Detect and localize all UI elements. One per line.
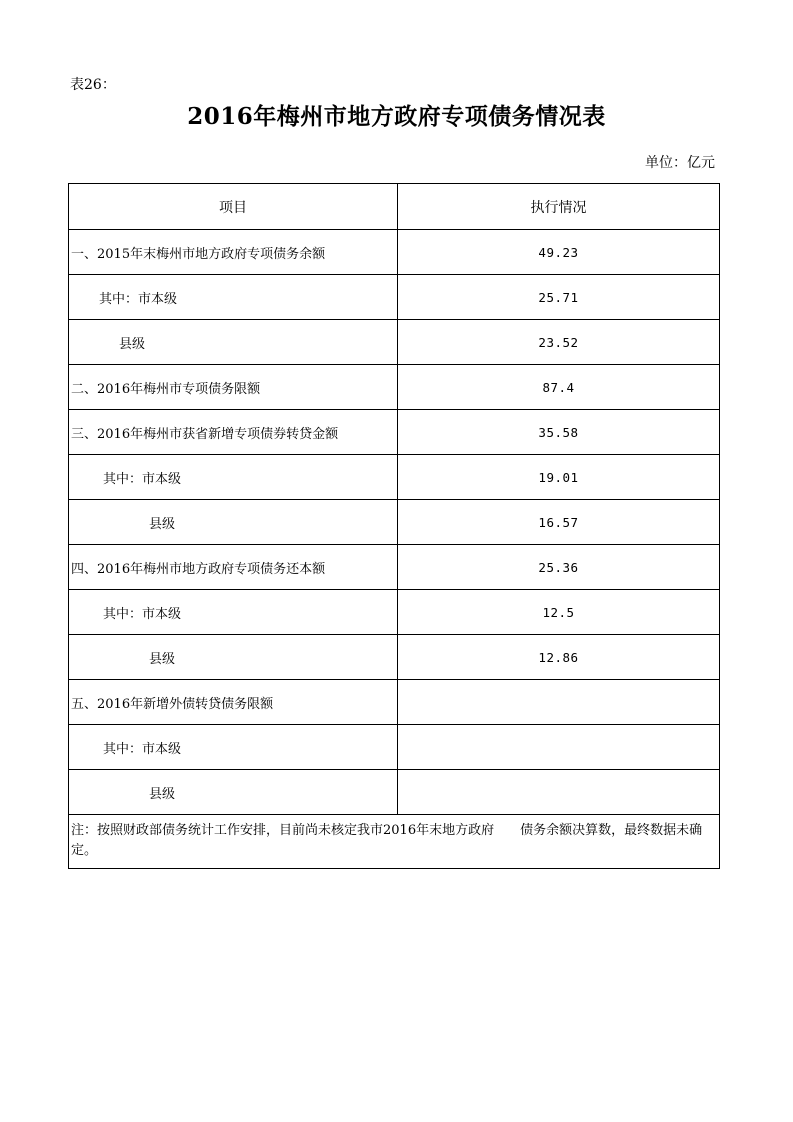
- row-item-label: 一、2015年末梅州市地方政府专项债务余额: [69, 230, 398, 275]
- table-row: [69, 410, 720, 455]
- row-item-label: 三、2016年梅州市获省新增专项债券转贷金额: [69, 410, 398, 455]
- row-item-label: 二、2016年梅州市专项债务限额: [69, 365, 398, 410]
- row-value: [398, 770, 720, 815]
- row-value: 12.86: [398, 635, 720, 680]
- row-value: 49.23: [398, 230, 720, 275]
- row-item-label: 其中：市本级: [69, 275, 398, 320]
- row-value: 25.36: [398, 545, 720, 590]
- row-item-label: 其中：市本级: [69, 725, 398, 770]
- table-row: [69, 275, 720, 320]
- row-value: 16.57: [398, 500, 720, 545]
- unit-label: 单位：亿元: [645, 155, 715, 171]
- column-header-item: 项目: [69, 184, 398, 230]
- row-item-label: 县级: [69, 320, 398, 365]
- row-item-label: 五、2016年新增外债转贷债务限额: [69, 680, 398, 725]
- table-note: 注：按照财政部债务统计工作安排，目前尚未核定我市2016年末地方政府 债务余额决算数，最终数据未确定。: [69, 815, 720, 869]
- table-row: [69, 680, 720, 725]
- column-header-value: 执行情况: [398, 184, 720, 230]
- table-header-row: [69, 184, 720, 230]
- row-value: [398, 725, 720, 770]
- table-row: [69, 545, 720, 590]
- row-item-label: 四、2016年梅州市地方政府专项债务还本额: [69, 545, 398, 590]
- row-value: 12.5: [398, 590, 720, 635]
- table-row: [69, 455, 720, 500]
- table-row: [69, 725, 720, 770]
- row-value: 87.4: [398, 365, 720, 410]
- table-row: [69, 770, 720, 815]
- table-number-label: 表26：: [70, 77, 116, 93]
- table-row: [69, 365, 720, 410]
- note-row: [69, 815, 720, 869]
- row-value: 35.58: [398, 410, 720, 455]
- row-item-label: 县级: [69, 500, 398, 545]
- row-item-label: 县级: [69, 635, 398, 680]
- row-item-label: 其中：市本级: [69, 590, 398, 635]
- table-row: [69, 500, 720, 545]
- row-value: [398, 680, 720, 725]
- row-item-label: 其中：市本级: [69, 455, 398, 500]
- row-item-label: 县级: [69, 770, 398, 815]
- table-row: [69, 230, 720, 275]
- page-title: 2016年梅州市地方政府专项债务情况表: [187, 103, 606, 130]
- row-value: 23.52: [398, 320, 720, 365]
- table-row: [69, 320, 720, 365]
- table-row: [69, 635, 720, 680]
- debt-table: [68, 183, 720, 869]
- table-row: [69, 590, 720, 635]
- row-value: 25.71: [398, 275, 720, 320]
- row-value: 19.01: [398, 455, 720, 500]
